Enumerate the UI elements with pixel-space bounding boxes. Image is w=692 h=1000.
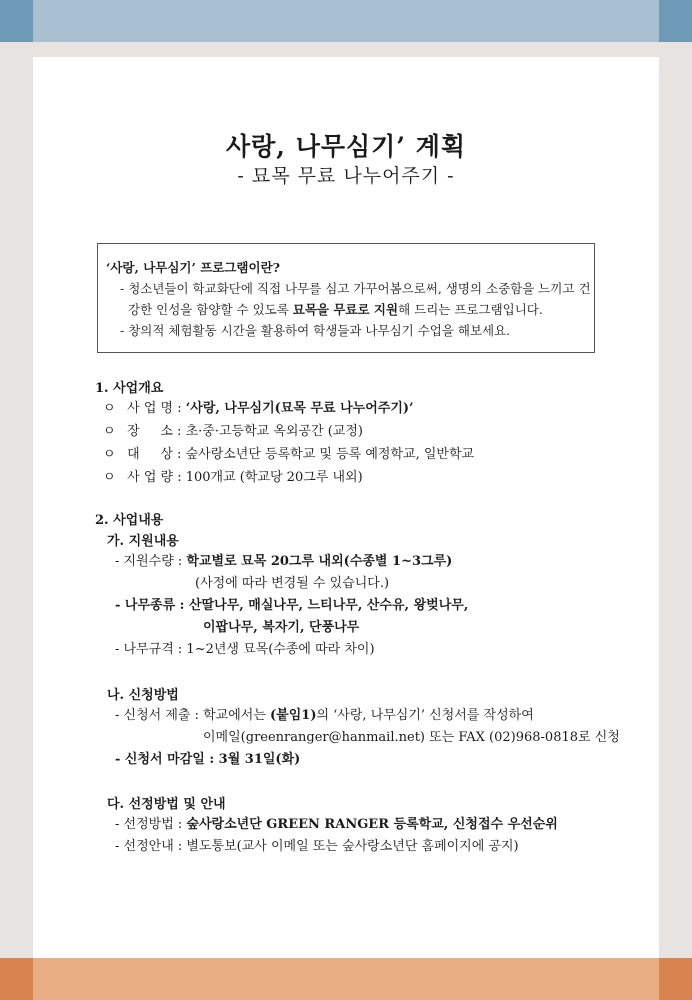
intro-box (97, 243, 595, 353)
overview-value: 100개교 (학교당 20그루 내외) (185, 470, 363, 485)
tree-species-row (115, 595, 468, 617)
document-subtitle: - 묘목 무료 나누어주기 - (237, 165, 455, 187)
tree-species-label: - 나무종류 : (115, 598, 185, 613)
selection-notice-row (115, 836, 519, 858)
overview-label: 사 업 명 : (127, 401, 182, 416)
attachment-ref: (붙임1) (270, 708, 317, 723)
overview-item-target (103, 444, 474, 466)
selection-notice-label: - 선정안내 : (115, 839, 183, 854)
bullet-icon: ㅇ (103, 401, 116, 416)
document-title: 사랑, 나무심기’ 계획 (225, 132, 466, 161)
overview-value: 초·중·고등학교 옥외공간 (교정) (185, 424, 363, 439)
tree-species-value-1: 산딸나무, 매실나무, 느티나무, 산수유, 왕벚나무, (189, 598, 469, 613)
selection-notice-value: 별도통보(교사 이메일 또는 숲사랑소년단 홈페이지에 공지) (186, 839, 519, 854)
intro-line-3: - 창의적 체험활동 시간을 활용하여 학생들과 나무심기 수업을 해보세요. (120, 323, 511, 338)
bullet-icon: ㅇ (103, 424, 116, 439)
overview-value: ‘사랑, 나무심기(묘목 무료 나누어주기)’ (185, 401, 414, 416)
application-part-a: - 신청서 제출 : 학교에서는 (115, 708, 271, 723)
section-1-heading: 1. 사업개요 (95, 381, 164, 396)
intro-line-2-emphasis: 묘목을 무료로 지원 (292, 302, 399, 317)
bullet-icon: ㅇ (103, 470, 116, 485)
section-2-heading: 2. 사업내용 (95, 513, 164, 528)
intro-heading: ‘사랑, 나무심기’ 프로그램이란? (106, 260, 280, 275)
application-contact: 이메일(greenranger@hanmail.net) 또는 FAX (02)968-0818로 신청 (203, 730, 620, 745)
bottom-decorative-band (0, 958, 692, 1000)
overview-item-name (103, 398, 414, 420)
selection-method-value: 숲사랑소년단 GREEN RANGER 등록학교, 신청접수 우선순위 (186, 817, 558, 832)
selection-method-row (115, 814, 558, 836)
top-band-right-cap (659, 0, 692, 42)
tree-size-label: - 나무규격 : (115, 642, 183, 657)
intro-line-2 (106, 299, 584, 320)
support-quantity-value: 학교별로 묘목 20그루 내외(수종별 1~3그루) (186, 554, 453, 569)
subsection-a-heading: 가. 지원내용 (107, 534, 179, 549)
support-quantity-label: - 지원수량 : (115, 554, 183, 569)
tree-size-value: 1~2년생 묘목(수종에 따라 차이) (186, 642, 375, 657)
document-page (33, 57, 659, 958)
bottom-band-left-cap (0, 958, 33, 1000)
support-note: (사정에 따라 변경될 수 있습니다.) (195, 576, 390, 591)
application-row (115, 705, 534, 727)
subsection-c-heading: 다. 선정방법 및 안내 (107, 797, 226, 812)
tree-species-value-2: 이팝나무, 복자기, 단풍나무 (203, 620, 360, 635)
application-deadline: - 신청서 마감일 : 3월 31일(화) (115, 752, 301, 767)
overview-value: 숲사랑소년단 등록학교 및 등록 예정학교, 일반학교 (185, 447, 475, 462)
application-part-c: 의 ‘사랑, 나무심기’ 신청서를 작성하여 (316, 708, 534, 723)
subsection-b-heading: 나. 신청방법 (107, 688, 179, 703)
top-decorative-band (0, 0, 692, 42)
overview-item-place (103, 421, 363, 443)
support-quantity-row (115, 551, 452, 573)
overview-item-volume (103, 467, 363, 489)
selection-method-label: - 선정방법 : (115, 817, 183, 832)
intro-line-2-part-a: 강한 인성을 함양할 수 있도록 (128, 302, 293, 317)
bottom-band-right-cap (659, 958, 692, 1000)
top-band-left-cap (0, 0, 33, 42)
overview-label: 사 업 량 : (127, 470, 182, 485)
bullet-icon: ㅇ (103, 447, 116, 462)
overview-label: 대 상 : (127, 447, 182, 462)
intro-line-1: - 청소년들이 학교화단에 직접 나무를 심고 가꾸어봄으로써, 생명의 소중함을 느끼고 건 (120, 281, 591, 296)
overview-label: 장 소 : (127, 424, 182, 439)
intro-line-2-part-c: 해 드리는 프로그램입니다. (398, 302, 543, 317)
tree-size-row (115, 639, 375, 661)
